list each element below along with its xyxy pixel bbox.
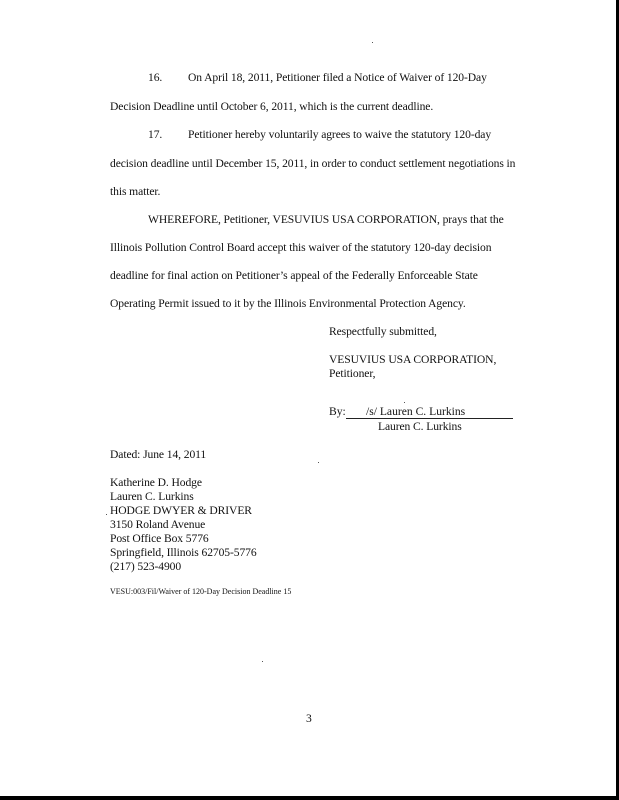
scan-border-bottom (0, 796, 619, 800)
scan-speck (372, 42, 373, 43)
signature-company: VESUVIUS USA CORPORATION, (329, 353, 497, 366)
signature-line (346, 418, 513, 419)
scan-speck (318, 462, 319, 463)
paragraph-17-line-2: decision deadline until December 15, 2011, in order to conduct settlement negotiations in (110, 157, 516, 170)
scan-speck (262, 661, 263, 662)
paragraph-16-line-2: Decision Deadline until October 6, 2011, which is the current deadline. (110, 100, 434, 113)
signature-printed-name: Lauren C. Lurkins (378, 420, 462, 433)
counsel-name-2: Lauren C. Lurkins (110, 490, 194, 503)
counsel-city: Springfield, Illinois 62705-5776 (110, 546, 257, 559)
closing-text: Respectfully submitted, (329, 325, 437, 338)
paragraph-17-number: 17. (148, 128, 163, 141)
file-reference: VESU:003/Fil/Waiver of 120-Day Decision Deadline 15 (110, 587, 292, 596)
counsel-phone: (217) 523-4900 (110, 560, 182, 573)
paragraph-16-line-1: 16. On April 18, 2011, Petitioner filed a Notice of Waiver of 120-Day (148, 71, 487, 84)
signature-role: Petitioner, (329, 367, 376, 380)
paragraph-17-line-1: 17. Petitioner hereby voluntarily agrees to waive the statutory 120-day (148, 128, 492, 141)
counsel-street: 3150 Roland Avenue (110, 518, 206, 531)
counsel-name-1: Katherine D. Hodge (110, 476, 202, 489)
page-number: 3 (306, 712, 312, 725)
signature-by-label: By: (329, 405, 346, 418)
dated-line: Dated: June 14, 2011 (110, 448, 207, 461)
paragraph-17-line-3: this matter. (110, 185, 161, 198)
paragraph-16-number: 16. (148, 71, 163, 84)
wherefore-line-3: deadline for final action on Petitioner’s appeal of the Federally Enforceable State (110, 269, 478, 282)
scan-speck (106, 514, 107, 515)
counsel-po-box: Post Office Box 5776 (110, 532, 209, 545)
wherefore-line-2: Illinois Pollution Control Board accept this waiver of the statutory 120-day decision (110, 241, 492, 254)
wherefore-line-4: Operating Permit issued to it by the Illinois Environmental Protection Agency. (110, 297, 466, 310)
signature-signed: /s/ Lauren C. Lurkins (366, 405, 466, 418)
counsel-firm: HODGE DWYER & DRIVER (110, 504, 252, 517)
wherefore-line-1: WHEREFORE, Petitioner, VESUVIUS USA CORPORATION, prays that the (148, 213, 504, 226)
scan-speck (404, 402, 405, 403)
